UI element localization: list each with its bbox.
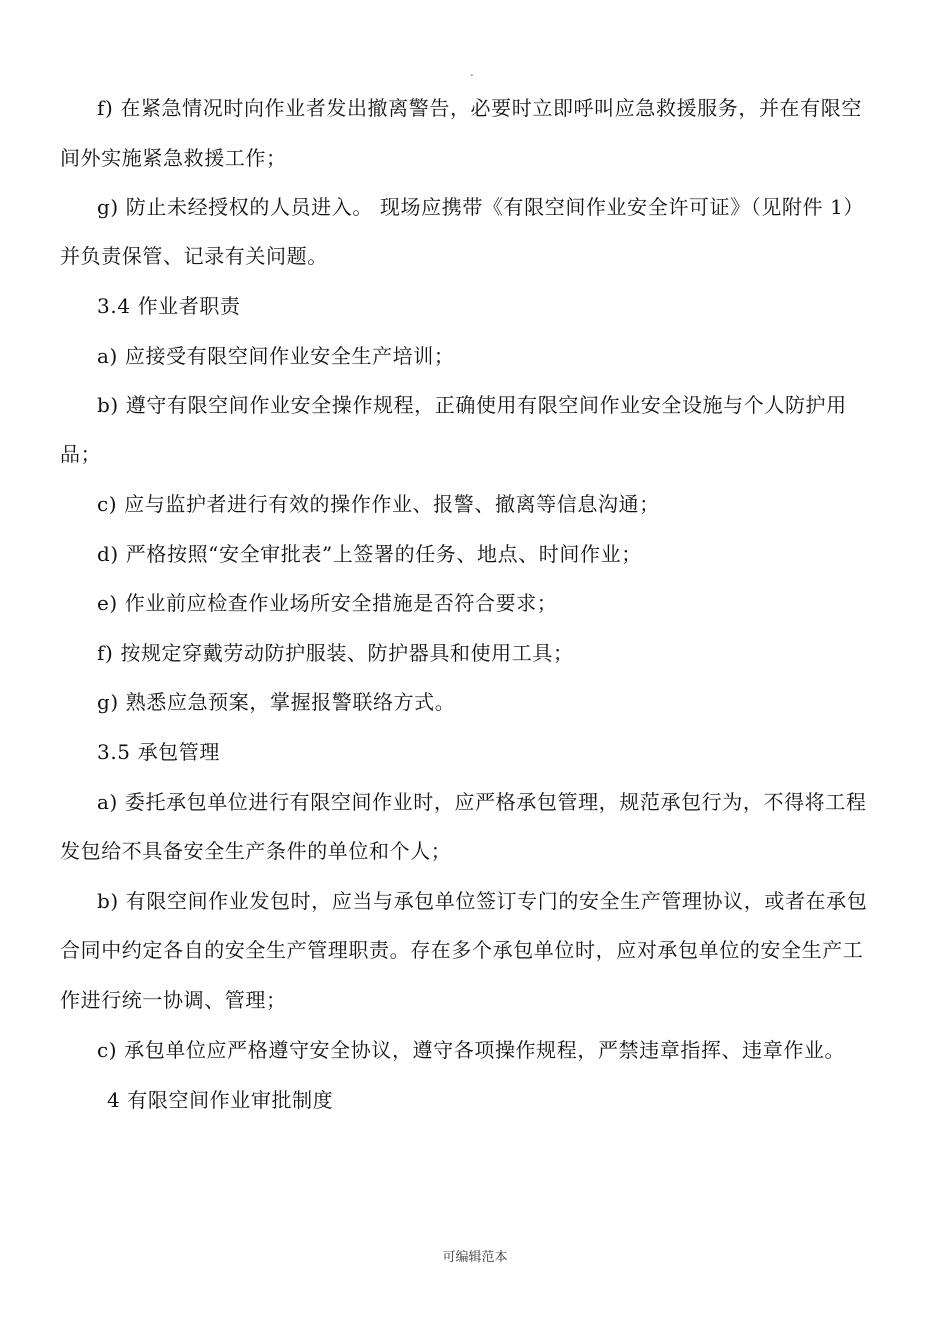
item-3-4-c: c) 应与监护者进行有效的操作作业、报警、撤离等信息沟通； bbox=[97, 492, 660, 516]
item-3-4-b-line-2: 品； bbox=[60, 442, 102, 466]
page-footer: 可编辑范本 bbox=[442, 1250, 508, 1265]
paragraph-g-line-2: 并负责保管、记录有关问题。 bbox=[60, 244, 328, 268]
paragraph-f-line-1: f) 在紧急情况时向作业者发出撤离警告，必要时立即呼叫应急救援服务，并在有限空 bbox=[97, 96, 862, 120]
item-3-4-f: f) 按规定穿戴劳动防护服装、防护器具和使用工具； bbox=[97, 641, 574, 665]
header-mark: . bbox=[470, 65, 474, 79]
paragraph-g-line-1: g) 防止未经授权的人员进入。 现场应携带《有限空间作业安全许可证》（见附件 1） bbox=[97, 195, 865, 219]
item-3-5-a-line-2: 发包给不具备安全生产条件的单位和个人； bbox=[60, 839, 452, 863]
section-heading-3-4: 3.4 作业者职责 bbox=[97, 294, 241, 318]
item-3-4-d: d) 严格按照“安全审批表”上签署的任务、地点、时间作业； bbox=[97, 542, 642, 566]
section-heading-3-5: 3.5 承包管理 bbox=[97, 740, 220, 764]
item-3-5-b-line-1: b) 有限空间作业发包时，应当与承包单位签订专门的安全生产管理协议，或者在承包 bbox=[97, 889, 868, 913]
item-3-4-e: e) 作业前应检查作业场所安全措施是否符合要求； bbox=[97, 591, 558, 615]
paragraph-f-line-2: 间外实施紧急救援工作； bbox=[60, 146, 287, 170]
item-3-5-c: c) 承包单位应严格遵守安全协议，遵守各项操作规程，严禁违章指挥、违章作业。 bbox=[97, 1038, 846, 1062]
item-3-5-a-line-1: a) 委托承包单位进行有限空间作业时，应严格承包管理，规范承包行为，不得将工程 bbox=[97, 790, 867, 814]
item-3-4-b-line-1: b) 遵守有限空间作业安全操作规程，正确使用有限空间作业安全设施与个人防护用 bbox=[97, 393, 847, 417]
section-heading-4: 4 有限空间作业审批制度 bbox=[107, 1088, 334, 1112]
item-3-4-a: a) 应接受有限空间作业安全生产培训； bbox=[97, 344, 455, 368]
item-3-5-b-line-3: 作进行统一协调、管理； bbox=[60, 988, 287, 1012]
item-3-4-g: g) 熟悉应急预案，掌握报警联络方式。 bbox=[97, 690, 456, 714]
item-3-5-b-line-2: 合同中约定各自的安全生产管理职责。存在多个承包单位时，应对承包单位的安全生产工 bbox=[60, 938, 864, 962]
